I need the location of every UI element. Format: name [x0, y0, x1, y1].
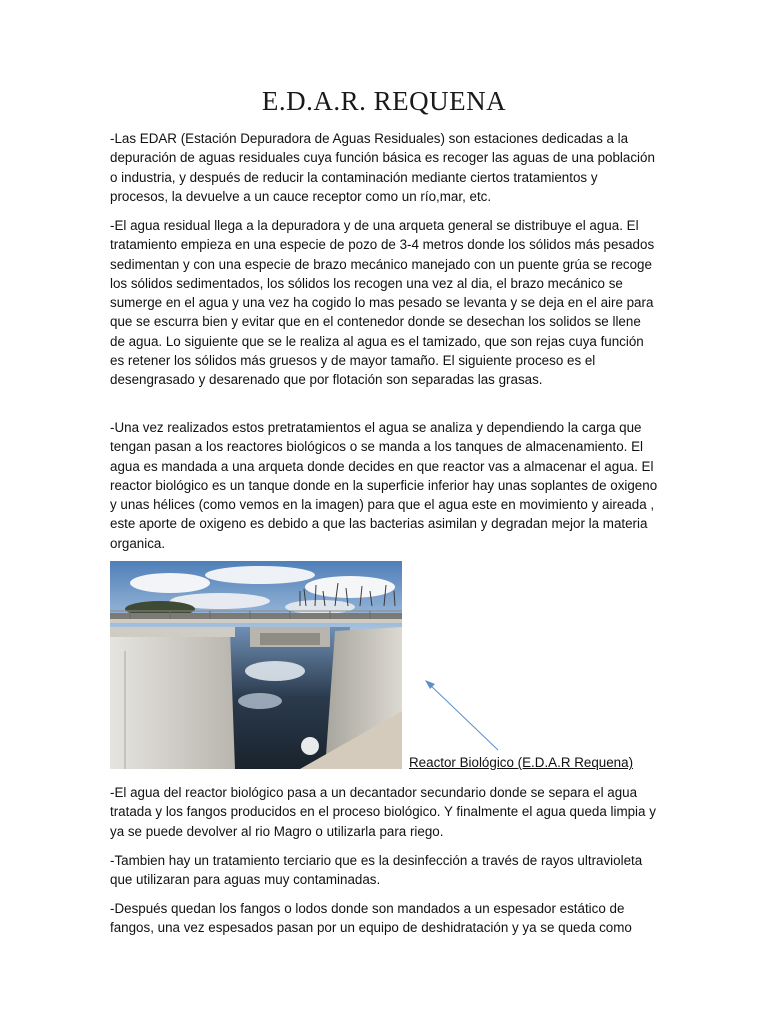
image-caption: Reactor Biológico (E.D.A.R Requena)	[409, 755, 634, 770]
reactor-photo	[110, 561, 402, 769]
document-title: E.D.A.R. REQUENA	[261, 86, 507, 116]
paragraph-intro: -Las EDAR (Estación Depuradora de Aguas Residuales) son estaciones dedicadas a la depuración de aguas residuales cuya función básica es recoger las aguas de una población o industria, y después de reducir la contaminación mediante ciertos tratamientos y procesos, la devuelve a un cauce receptor como un río,mar, etc.	[110, 131, 655, 204]
paragraph-secondary-decanter: -El agua del reactor biológico pasa a un decantador secundario donde se separa el agua tratada y los fangos producidos en el proceso biológico. Y finalmente el agua queda limpia y ya se puede devolver al rio Magro o utilizarla para riego.	[110, 785, 656, 839]
paragraph-tertiary-treatment: -Tambien hay un tratamiento terciario que es la desinfección a través de rayos ultravioleta que utilizaran para aguas muy contaminadas.	[110, 853, 643, 888]
paragraph-biological-reactor: -Una vez realizados estos pretratamientos el agua se analiza y dependiendo la carga que tengan pasan a los reactores biológicos o se manda a los tanques de almacenamiento. El agua es mandada a una arqueta donde decides en que reactor vas a almacenar el agua. El reactor biológico es un tanque donde en la superficie inferior hay unas soplantes de oxigeno y unas hélices (como vemos en la imagen) para que el agua este en movimiento y aireada , este aporte de oxigeno es debido a que las bacterias asimilan y degradan mejor la materia organica.	[110, 420, 658, 551]
paragraph-pretreatment: -El agua residual llega a la depuradora y de una arqueta general se distribuye el agua. El tratamiento empieza en una especie de pozo de 3-4 metros donde los sólidos más pesados sedimentan y con una especie de brazo mecánico manejado con un puente grúa se recoge los sólidos sedimentados, los sólidos los recogen una vez al dia, el brazo mecánico se sumerge en el agua y una vez ha cogido lo mas pesado se levanta y se deja en el aire para que se escurra bien y evitar que en el contenedor donde se desechan los solidos se llene de agua. Lo siguiente que se le realiza al agua es el tamizado, que son rejas cuya función es retener los sólidos más gruesos y de mayor tamaño. El siguiente proceso es el desengrasado y desarenado que por flotación son separadas las grasas.	[110, 218, 655, 388]
paragraph-sludge: -Después quedan los fangos o lodos donde son mandados a un espesador estático de fangos, una vez espesados pasan por un equipo de deshidratación y ya se queda como	[110, 901, 632, 936]
